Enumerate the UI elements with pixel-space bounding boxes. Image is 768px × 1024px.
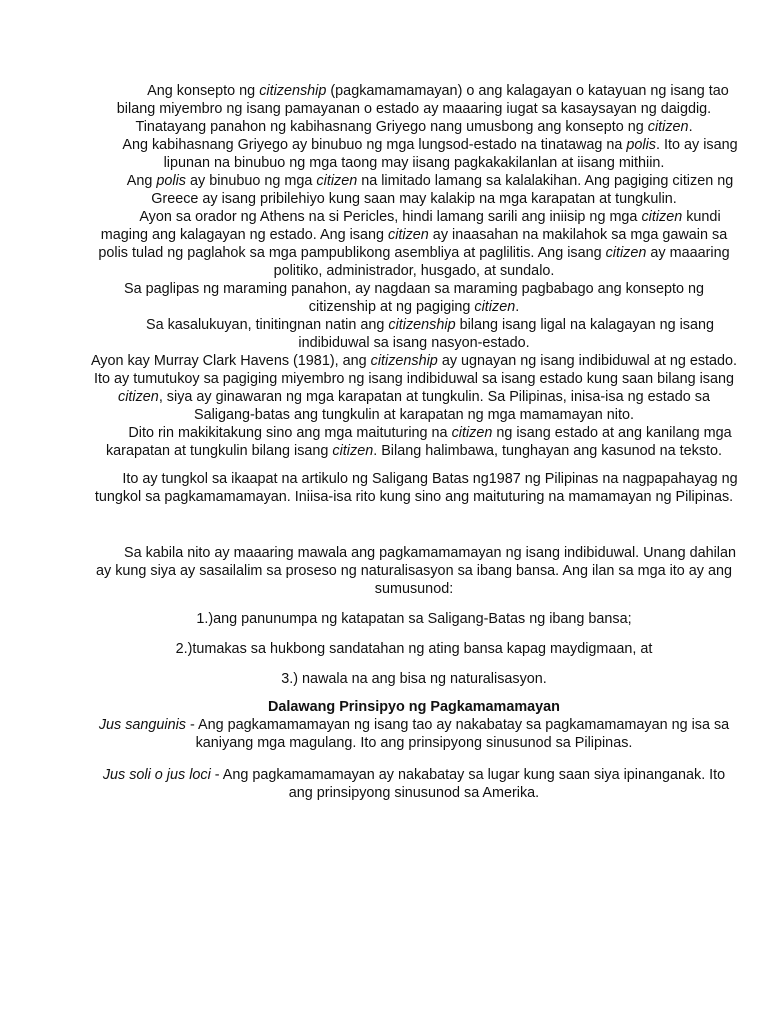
text: Ang kabihasnang Griyego ay binubuo ng mga lungsod-estado na tinatawag na bbox=[122, 137, 627, 153]
section-heading: Dalawang Prinsipyo ng Pagkamamamayan bbox=[268, 699, 560, 715]
spacer bbox=[90, 460, 738, 470]
text: . bbox=[515, 299, 520, 315]
paragraph-example bbox=[90, 424, 738, 460]
spacer bbox=[90, 506, 738, 544]
text: ay maaaring politiko, administrador, husgado, at sundalo. bbox=[273, 245, 730, 279]
text: . Bilang halimbawa, tunghayan ang kasunod na teksto. bbox=[373, 443, 723, 459]
text: , siya ay ginawaran ng mga karapatan at tungkulin. Sa Pilipinas, inisa-isa ng estado sa Saligang-batas ang tungkulin at karapatan ng mga mamamayan nito. bbox=[158, 389, 710, 423]
text: Ito ay tungkol sa ikaapat na artikulo ng Saligang Batas ng1987 ng Pilipinas na nagpapahayag ng tungkol sa pagkamamamayan. Iniisa-isa rito kung sino ang maituturing na mamamayan ng Pilipinas. bbox=[94, 471, 738, 505]
italic-term: polis bbox=[156, 173, 186, 189]
italic-term: citizenship bbox=[388, 317, 456, 333]
definition-term: Jus soli o jus loci bbox=[102, 767, 211, 783]
italic-term: citizen bbox=[451, 425, 493, 441]
italic-term: citizen bbox=[388, 227, 429, 243]
text: Sa kabila nito ay maaaring mawala ang pagkamamamayan ng isang indibiduwal. Unang dahilan ay kung siya ay sasailalim sa proseso ng naturalisasyon sa ibang bansa. Ang ilan sa mga ito ay ang sumusunod: bbox=[96, 545, 736, 597]
text: kundi maging ang kalagayan ng estado. Ang isang bbox=[100, 209, 721, 243]
spacer bbox=[90, 658, 738, 670]
italic-term: citizen bbox=[641, 209, 683, 225]
definition-term: Jus sanguinis bbox=[98, 717, 187, 733]
italic-term: citizenship bbox=[259, 83, 327, 99]
paragraph-pericles bbox=[90, 208, 738, 280]
list-item bbox=[90, 670, 738, 688]
italic-term: citizenship bbox=[370, 353, 438, 369]
definition-text: - Ang pagkamamamayan ay nakabatay sa lugar kung saan siya ipinanganak. Ito ang prinsipyong sinusunod sa Amerika. bbox=[210, 767, 726, 801]
paragraph-polis bbox=[90, 172, 738, 208]
list-item bbox=[90, 640, 738, 658]
text: Ayon sa orador ng Athens na si Pericles, hindi lamang sarili ang iniisip ng mga bbox=[139, 209, 642, 225]
paragraph-losing-citizenship bbox=[90, 544, 738, 598]
paragraph-changes bbox=[90, 280, 738, 316]
italic-term: citizen bbox=[316, 173, 358, 189]
text: bilang isang ligal na kalagayan ng isang indibiduwal sa isang nasyon-estado. bbox=[298, 317, 715, 351]
spacer bbox=[90, 628, 738, 640]
text: na limitado lamang sa kalalakihan. Ang pagiging citizen ng Greece ay isang pribilehiyo kung saan may kalakip na mga karapatan at tungkulin. bbox=[151, 173, 734, 207]
italic-term: citizen bbox=[605, 245, 647, 261]
definition-jus-sanguinis bbox=[90, 716, 738, 752]
italic-term: citizen bbox=[332, 443, 374, 459]
text: Ang bbox=[126, 173, 157, 189]
italic-term: citizen bbox=[474, 299, 516, 315]
document-body bbox=[90, 82, 738, 802]
definition-jus-soli bbox=[90, 766, 738, 802]
text: (pagkamamamayan) o ang kalagayan o katayuan ng isang tao bilang miyembro ng isang pamayanan o estado ay maaaring iugat sa kasaysayan ng daigdig. Tinatayang panahon ng kabihasnang Griyego nang umusbong ang konsepto ng bbox=[116, 83, 729, 135]
paragraph-article-four bbox=[90, 470, 738, 506]
paragraph-citizenship-concept bbox=[90, 82, 738, 136]
text: Ang konsepto ng bbox=[147, 83, 260, 99]
text: . Ito ay isang lipunan na binubuo ng mga taong may iisang pagkakakilanlan at iisang mithiin. bbox=[163, 137, 738, 171]
italic-term: citizen bbox=[118, 389, 159, 405]
definition-text: - Ang pagkamamamayan ng isang tao ay nakabatay sa pagkamamamayan ng isa sa kaniyang mga magulang. Ito ang prinsipyong sinusunod sa Pilipinas. bbox=[186, 717, 730, 751]
text: ay ugnayan ng isang indibiduwal at ng estado. Ito ay tumutukoy sa pagiging miyembro ng isang indibiduwal sa isang estado kung saan bilang isang bbox=[94, 353, 738, 387]
paragraph-havens bbox=[90, 352, 738, 424]
text: Sa kasalukuyan, tinitingnan natin ang bbox=[145, 317, 389, 333]
text: ay inaasahan na makilahok sa mga gawain sa polis tulad ng paglahok sa mga pampublikong asembliya at paglilitis. Ang isang bbox=[98, 227, 728, 261]
text: . bbox=[688, 119, 693, 135]
paragraph-greek-civilization bbox=[90, 136, 738, 172]
spacer bbox=[90, 598, 738, 610]
text: 3.) nawala na ang bisa ng naturalisasyon. bbox=[281, 671, 547, 687]
italic-term: polis bbox=[626, 137, 657, 153]
text: ng isang estado at ang kanilang mga karapatan at tungkulin bilang isang bbox=[105, 425, 732, 459]
text: ay binubuo ng mga bbox=[186, 173, 317, 189]
text: Ayon kay Murray Clark Havens (1981), ang bbox=[90, 353, 371, 369]
text: Sa paglipas ng maraming panahon, ay nagdaan sa maraming pagbabago ang konsepto ng citizenship at ng pagiging bbox=[123, 281, 705, 315]
list-item bbox=[90, 610, 738, 628]
text: 1.)ang panunumpa ng katapatan sa Saligang-Batas ng ibang bansa; bbox=[196, 611, 632, 627]
paragraph-present bbox=[90, 316, 738, 352]
text: Dito rin makikitakung sino ang mga maituturing na bbox=[128, 425, 452, 441]
italic-term: citizen bbox=[647, 119, 689, 135]
text: 2.)tumakas sa hukbong sandatahan ng ating bansa kapag maydigmaan, at bbox=[175, 641, 653, 657]
